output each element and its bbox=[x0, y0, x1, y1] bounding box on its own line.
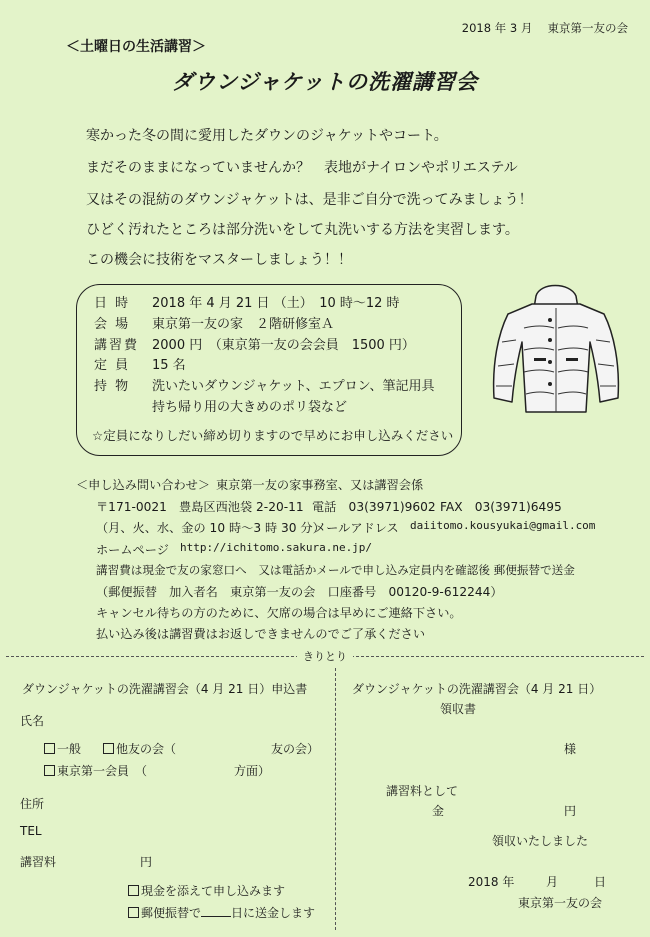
info-fee-label: 講習費 bbox=[94, 338, 140, 353]
form-option-member-suffix: 方面） bbox=[234, 764, 271, 778]
info-bring-row bbox=[94, 375, 435, 394]
info-capacity-value: 15 名 bbox=[152, 358, 186, 373]
info-capacity-row bbox=[94, 354, 186, 373]
form-option-other-club-suffix: 友の会） bbox=[271, 742, 320, 756]
form-option-general[interactable]: 一般 bbox=[44, 740, 81, 757]
contact-org: 東京第一友の家事務室、又は講習会係 bbox=[216, 478, 424, 492]
series-title: ＜土曜日の生活講習＞ bbox=[66, 39, 206, 55]
receipt-kin: 金 bbox=[432, 804, 445, 818]
cancel-note-2: 払い込み後は講習費はお返しできませんのでご了承ください bbox=[96, 627, 426, 641]
form-title: ダウンジャケットの洗濯講習会（4 月 21 日）申込書 bbox=[22, 682, 308, 696]
info-bring-value-2: 持ち帰り用の大きめのポリ袋など bbox=[152, 400, 348, 415]
cancel-note-1: キャンセル待ちの方のために、欠席の場合は早めにご連絡下さい。 bbox=[96, 606, 462, 620]
form-option-member[interactable]: 東京第一会員 （ bbox=[44, 762, 147, 779]
receipt-subtitle: 領収書 bbox=[440, 702, 477, 716]
checkbox-icon bbox=[44, 743, 55, 754]
intro-line: ひどく汚れたところは部分洗いをして丸洗いする方法を実習します。 bbox=[86, 222, 519, 238]
form-pay-postal-option[interactable]: 郵便振替で 日に送金します bbox=[128, 904, 315, 921]
contact-email-label: メールアドレス bbox=[314, 521, 399, 535]
contact-phone: 電話 03(3971)9602 bbox=[312, 500, 436, 514]
info-venue-row bbox=[94, 313, 334, 332]
receipt-month: 月 bbox=[546, 875, 559, 889]
intro-line: 寒かった冬の間に愛用したダウンのジャケットやコート。 bbox=[86, 128, 448, 144]
checkbox-icon bbox=[44, 765, 55, 776]
receipt-sama: 様 bbox=[564, 742, 577, 756]
receipt-title: ダウンジャケットの洗濯講習会（4 月 21 日） bbox=[352, 682, 602, 696]
info-venue-value: 東京第一友の家 ２階研修室Ａ bbox=[152, 317, 335, 332]
form-fee-unit: 円 bbox=[140, 855, 153, 869]
info-date-label: 日 時 bbox=[94, 296, 131, 311]
info-date-value: 2018 年 4 月 21 日 （土） 10 時～12 時 bbox=[152, 296, 400, 311]
info-capacity-label: 定 員 bbox=[94, 358, 131, 373]
info-fee-row bbox=[94, 334, 415, 353]
info-fee-value: 2000 円 （東京第一友の会会員 1500 円） bbox=[152, 338, 415, 353]
checkbox-icon bbox=[128, 907, 139, 918]
intro-line: まだそのままになっていませんか？ 表地がナイロンやポリエステル bbox=[86, 160, 518, 176]
info-venue-label: 会 場 bbox=[94, 317, 131, 332]
contact-fax: FAX 03(3971)6495 bbox=[440, 500, 562, 514]
receipt-fee-as: 講習料として bbox=[386, 784, 459, 798]
postal-day-blank[interactable] bbox=[201, 916, 231, 917]
form-option-other-club[interactable]: 他友の会（ bbox=[103, 740, 176, 757]
cut-label: きりとり bbox=[0, 648, 650, 664]
contact-hours: （月、火、水、金の 10 時～3 時 30 分） bbox=[96, 521, 325, 535]
down-jacket-illustration bbox=[478, 278, 634, 418]
form-tel-label: TEL bbox=[20, 824, 42, 838]
receipt-day: 日 bbox=[594, 875, 607, 889]
header-date-org: 2018 年 3 月 東京第一友の会 bbox=[461, 21, 628, 35]
contact-address: 〒171-0021 豊島区西池袋 2-20-11 bbox=[96, 500, 304, 514]
payment-note-1: 講習費は現金で友の家窓口へ 又は電話かメールで申し込み定員内を確認後 郵便振替で送金 bbox=[96, 563, 575, 577]
form-pay-cash-option[interactable]: 現金を添えて申し込みます bbox=[128, 882, 285, 899]
form-name-label: 氏名 bbox=[20, 714, 45, 728]
intro-line: 又はその混紡のダウンジャケットは、是非ご自分で洗ってみましょう！ bbox=[86, 192, 533, 208]
receipt-org: 東京第一友の会 bbox=[518, 896, 603, 910]
checkbox-icon bbox=[103, 743, 114, 754]
contact-homepage-label: ホームページ bbox=[96, 543, 169, 557]
receipt-yen: 円 bbox=[564, 804, 577, 818]
info-bring-label: 持 物 bbox=[94, 379, 131, 394]
contact-label: ＜申し込み問い合わせ＞ bbox=[76, 478, 211, 492]
receipt-received: 領収いたしました bbox=[492, 834, 589, 848]
main-title: ダウンジャケットの洗濯講習会 bbox=[171, 70, 478, 94]
form-address-label: 住所 bbox=[20, 797, 45, 811]
intro-line: この機会に技術をマスターしましょう！！ bbox=[86, 252, 352, 268]
contact-homepage-link[interactable]: http://ichitomo.sakura.ne.jp/ bbox=[180, 541, 373, 554]
payment-note-2: （郵便振替 加入者名 東京第一友の会 口座番号 00120-9-612244） bbox=[96, 585, 503, 599]
form-fee-label: 講習料 bbox=[20, 855, 57, 869]
info-note: ☆定員になりしだい締め切りますので早めにお申し込みください bbox=[92, 428, 454, 443]
checkbox-icon bbox=[128, 885, 139, 896]
receipt-year: 2018 年 bbox=[468, 875, 515, 889]
contact-email[interactable]: daiitomo.kousyukai@gmail.com bbox=[410, 519, 596, 532]
info-date-row bbox=[94, 292, 400, 311]
info-bring-value: 洗いたいダウンジャケット、エプロン、筆記用具 bbox=[152, 379, 435, 394]
form-receipt-divider bbox=[335, 668, 336, 930]
